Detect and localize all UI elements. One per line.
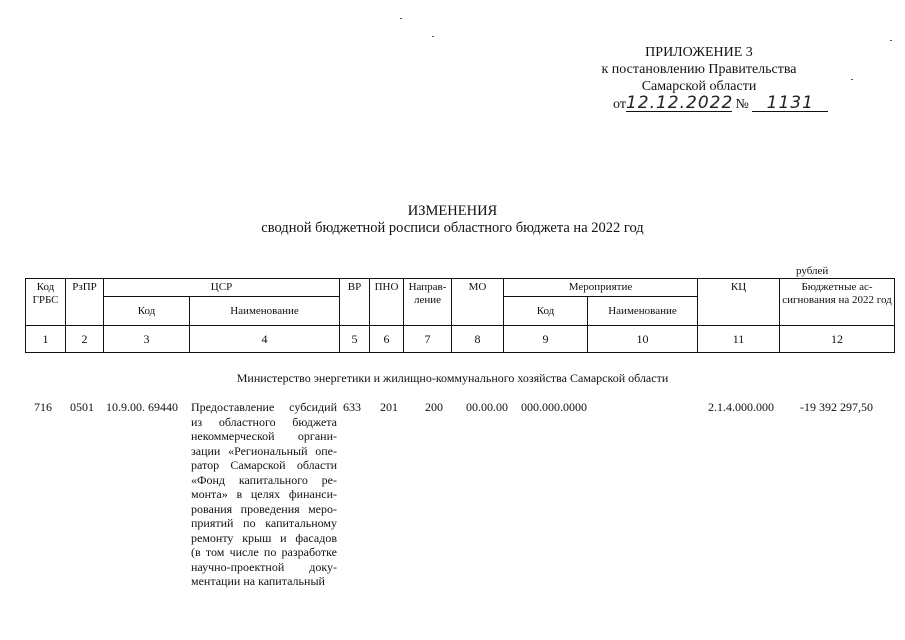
from-label: от (613, 97, 626, 112)
cell-amount: -19 392 297,50 (800, 400, 873, 414)
column-number-row (26, 326, 895, 353)
ministry-heading: Министерство энергетики и жилищно-коммунального хозяйства Самарской области (236, 371, 669, 385)
column-number: 3 (104, 326, 190, 353)
column-number: 7 (404, 326, 452, 353)
header-csr-code: Код (104, 297, 190, 326)
header-assignments: Бюджетные ас-сигнования на 2022 год (780, 279, 895, 326)
scan-speck (890, 40, 892, 41)
description-line: из областного бюджета (191, 414, 337, 429)
scan-speck (851, 79, 853, 80)
description-line: приятий по капитальному (191, 516, 337, 530)
cell-kc: 2.1.4.000.000 (708, 400, 774, 414)
header-direction: Направ-ление (404, 279, 452, 326)
cell-direction: 200 (425, 400, 443, 414)
description-line: ремонту крыш и фасадов (191, 530, 337, 545)
column-number: 5 (340, 326, 370, 353)
description-line: некоммерческой органи- (191, 429, 337, 443)
cell-vr: 633 (343, 400, 361, 414)
appendix-decree-line: к постановлению Правительства (601, 62, 797, 77)
column-number: 1 (26, 326, 66, 353)
description-line: (в том числе по разработке (191, 545, 337, 559)
appendix-header (569, 44, 829, 113)
cell-grbs: 716 (34, 400, 52, 414)
cell-rzpr: 0501 (70, 400, 94, 414)
appendix-region-line: Самарской области (641, 79, 757, 94)
column-number: 10 (588, 326, 698, 353)
title-line-1: ИЗМЕНЕНИЯ (407, 203, 498, 219)
column-number: 4 (190, 326, 340, 353)
description-line: ратор Самарской области (191, 458, 337, 472)
header-event-code: Код (504, 297, 588, 326)
column-number: 2 (66, 326, 104, 353)
appendix-date-number (569, 95, 829, 113)
number-label: № (735, 97, 749, 112)
title-line-2: сводной бюджетной росписи областного бюджета на 2022 год (261, 220, 644, 236)
cell-mo: 00.00.00 (466, 400, 508, 414)
decree-date: 12.12.2022 (625, 93, 734, 113)
header-csr: ЦСР (104, 279, 340, 297)
description-line: научно-проектной доку- (191, 559, 337, 574)
cell-pno: 201 (380, 400, 398, 414)
header-csr-name: Наименование (190, 297, 340, 326)
description-line: монта» в целях финанси- (191, 487, 337, 501)
column-number: 8 (452, 326, 504, 353)
appendix-title: ПРИЛОЖЕНИЕ 3 (645, 45, 753, 60)
header-pno: ПНО (370, 279, 404, 326)
header-event: Мероприятие (504, 279, 698, 297)
header-grbs: Код ГРБС (26, 279, 66, 326)
cell-event-code: 000.000.0000 (521, 400, 587, 414)
description-line: ментации на капитальный (191, 574, 325, 588)
description-line: рования проведения меро- (191, 501, 337, 516)
document-title (0, 203, 905, 237)
cell-csr-code: 10.9.00. 69440 (106, 400, 178, 414)
description-line: зации «Региональный опе- (191, 443, 337, 458)
header-vr: ВР (340, 279, 370, 326)
scan-speck (400, 18, 402, 19)
budget-table-header (25, 278, 895, 353)
decree-number: 1131 (752, 95, 828, 112)
units-label: рублей (796, 265, 829, 277)
column-number: 6 (370, 326, 404, 353)
column-number: 9 (504, 326, 588, 353)
header-event-name: Наименование (588, 297, 698, 326)
description-line: «Фонд капитального ре- (191, 472, 337, 487)
scan-speck (432, 36, 434, 37)
description-line: Предоставление субсидий (191, 400, 337, 414)
header-kc: КЦ (698, 279, 780, 326)
header-mo: МО (452, 279, 504, 326)
column-number: 11 (698, 326, 780, 353)
cell-description (191, 400, 337, 589)
column-number: 12 (780, 326, 895, 353)
header-rzpr: РзПР (66, 279, 104, 326)
